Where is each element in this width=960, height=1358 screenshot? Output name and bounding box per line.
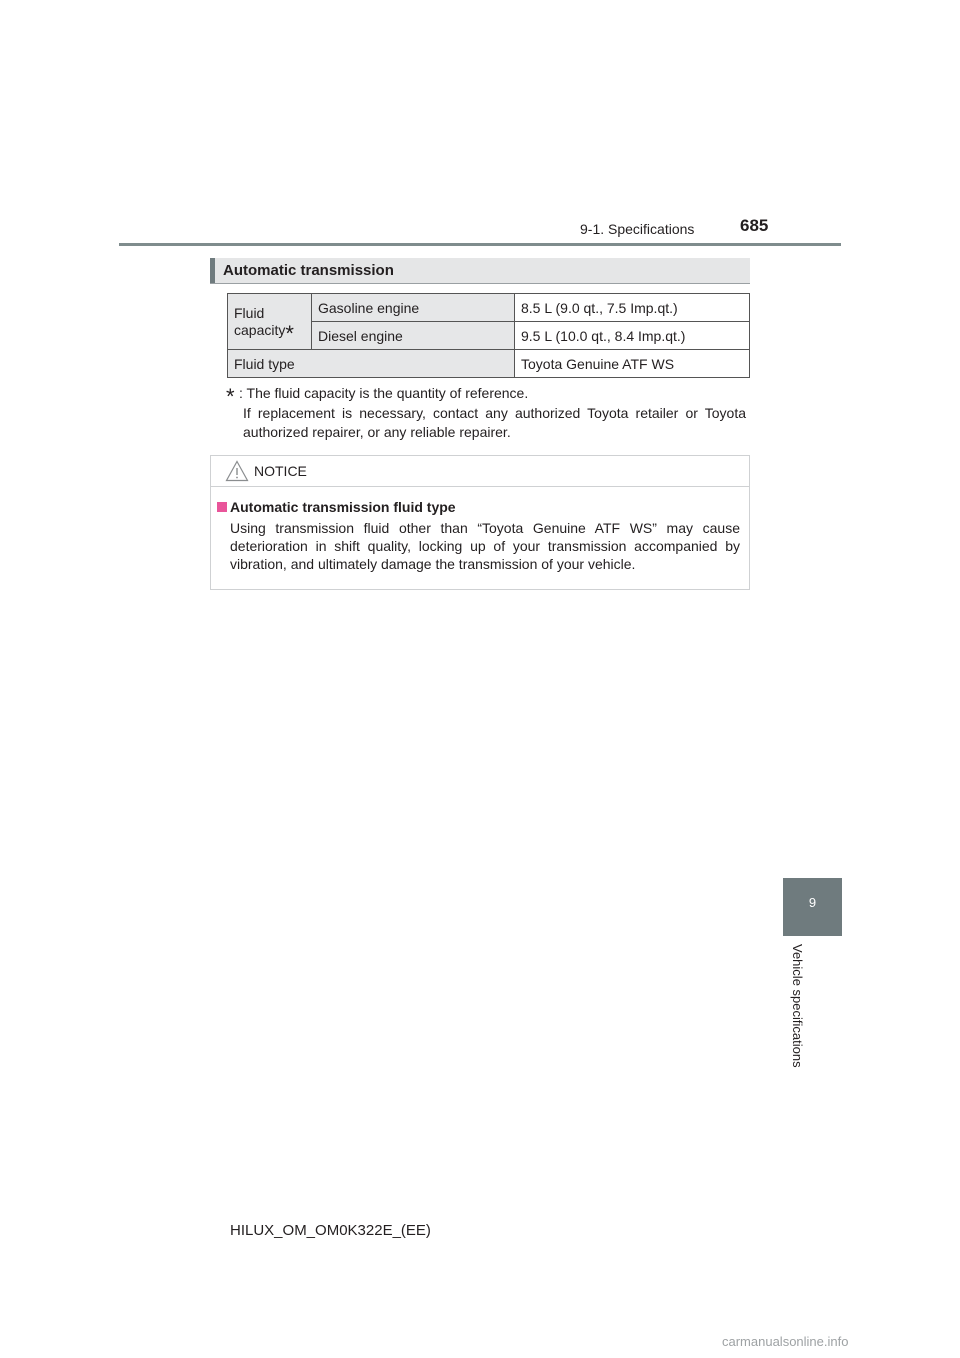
table-row	[228, 350, 750, 378]
page-number: 685	[740, 216, 769, 235]
chapter-tab	[783, 878, 842, 936]
footnote-line2: If replacement is necessary, contact any authorized Toyota retailer or Toyota authorized repairer, or any reliable repairer.	[243, 404, 746, 440]
notice-header	[211, 456, 749, 487]
notice-item-title	[217, 498, 740, 516]
diesel-engine-label: Diesel engine	[312, 322, 515, 350]
notice-label: NOTICE	[254, 463, 307, 479]
fluid-capacity-label-line2: capacity	[234, 321, 286, 338]
notice-box	[210, 455, 750, 590]
fluid-capacity-label	[228, 294, 312, 350]
header-rule	[119, 243, 841, 246]
footnote-star: *	[226, 384, 235, 409]
spec-table	[227, 293, 750, 378]
chapter-label: Vehicle specifications	[790, 944, 805, 1068]
warning-triangle-icon	[225, 460, 249, 482]
notice-item-title-text: Automatic transmission fluid type	[230, 499, 456, 515]
gasoline-engine-label: Gasoline engine	[312, 294, 515, 322]
fluid-capacity-label-line1: Fluid	[234, 304, 265, 321]
footnote-line1: : The fluid capacity is the quantity of reference.	[239, 385, 529, 401]
footnote-star: *	[285, 320, 294, 346]
header-section-title: 9-1. Specifications	[580, 221, 695, 237]
footer-doc-code: HILUX_OM_OM0K322E_(EE)	[230, 1222, 431, 1239]
section-accent	[210, 258, 215, 283]
diesel-engine-value: 9.5 L (10.0 qt., 8.4 Imp.qt.)	[515, 322, 750, 350]
gasoline-engine-value: 8.5 L (9.0 qt., 7.5 Imp.qt.)	[515, 294, 750, 322]
chapter-number: 9	[808, 895, 817, 910]
footnote	[226, 384, 746, 443]
section-title: Automatic transmission	[223, 262, 394, 279]
notice-item-text: Using transmission fluid other than “Toyota Genuine ATF WS” may cause deterioration in shift quality, locking up of your transmission accompanied by vibration, and ultimately damage the transmission of your vehicle.	[230, 520, 740, 572]
watermark: carmanualsonline.info	[722, 1334, 849, 1349]
fluid-type-value: Toyota Genuine ATF WS	[515, 350, 750, 378]
section-title-bar	[210, 258, 750, 284]
fluid-type-label: Fluid type	[228, 350, 515, 378]
bullet-square-icon	[217, 502, 227, 512]
table-row	[228, 294, 750, 322]
